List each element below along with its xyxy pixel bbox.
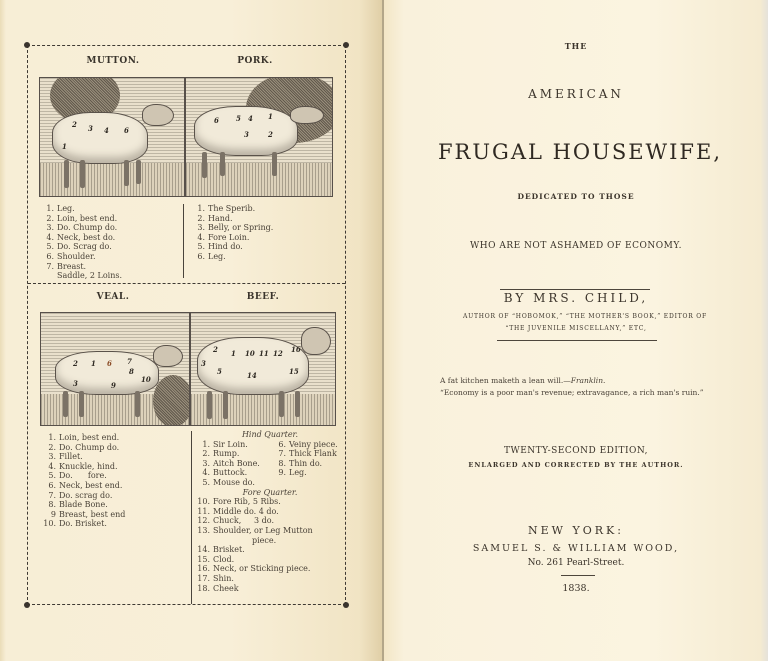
pork-engraving: 6 5 4 1 3 2: [185, 77, 333, 197]
pork-title: PORK.: [237, 56, 273, 66]
corner-ornament: [24, 42, 30, 48]
publication-year: 1838.: [562, 583, 590, 594]
pork-legend: 1. The Sperib. 2. Hand. 3. Belly, or Spring. 4. Fore Loin. 5. Hind do. 6. Leg.: [197, 204, 274, 261]
publisher: SAMUEL S. & WILLIAM WOOD,: [472, 543, 680, 554]
epigraph-franklin: A fat kitchen maketh a lean will.—Franklin.: [440, 376, 606, 385]
hind-quarter-heading: Hind Quarter.: [241, 430, 299, 439]
title-rule: [497, 340, 657, 341]
meat-cuts-plate: [27, 45, 346, 605]
corner-ornament: [24, 602, 30, 608]
publication-city: NEW YORK:: [528, 524, 624, 537]
beef-engraving: 2 1 10 11 12 16 3 5 14 15: [190, 312, 336, 426]
corner-ornament: [343, 42, 349, 48]
column-divider: [191, 431, 192, 604]
title-rule: [500, 289, 650, 290]
edition-note: ENLARGED AND CORRECTED BY THE AUTHOR.: [468, 461, 684, 469]
mutton-legend: 1. Leg. 2. Loin, best end. 3. Do. Chump do. 4. Neck, best do. 5. Do. Scrag do. 6. Shoulder. 7. Breast. Saddle, 2 Loins.: [46, 204, 122, 281]
author-byline: BY MRS. CHILD,: [503, 291, 649, 305]
title-the: THE: [564, 41, 588, 51]
edition: TWENTY-SECOND EDITION,: [503, 446, 649, 456]
book-title: FRUGAL HOUSEWIFE,: [437, 140, 723, 164]
column-divider: [183, 204, 184, 278]
veal-engraving: 2 1 6 7 8 3 9 10: [40, 312, 190, 426]
author-credits-line1: AUTHOR OF “HOBOMOK,” “THE MOTHER'S BOOK,” EDITOR OF: [462, 313, 707, 320]
veal-title: VEAL.: [96, 292, 130, 302]
title-american: AMERICAN: [528, 87, 624, 101]
mutton-engraving: 2 3 4 6 1: [39, 77, 185, 197]
imprint-rule: [561, 575, 595, 576]
publisher-address: No. 261 Pearl-Street.: [527, 558, 625, 568]
author-credits-line2: “THE JUVENILE MISCELLANY,” ETC,: [505, 325, 647, 332]
section-divider: [28, 283, 345, 284]
fore-quarter-heading: Fore Quarter.: [242, 487, 298, 497]
beef-title: BEEF.: [246, 292, 280, 302]
epigraph-economy: “Economy is a poor man's revenue; extravagance, a rich man's ruin.”: [440, 388, 704, 397]
dedication-line2: WHO ARE NOT ASHAMED OF ECONOMY.: [470, 241, 682, 251]
corner-ornament: [343, 602, 349, 608]
beef-legend: Hind Quarter. 1. Sir Loin. 6. Veiny piece. 2. Rump. 7. Thick Flank 3. Aitch Bone. 8. Thin do. 4. Buttock. 9. Leg. 5. Mouse do. Fore Quarter. 10. Fore Rib, 5 Ribs. 11. Middle do. 4 do. 12. Chuck, 3 do. 13. Shoulder, or Leg Mutton piece. 14. Brisket. 15. Clod. 16. Neck, or Sticking piece. 17. Shin. 18. Cheek: [196, 430, 344, 593]
mutton-title: MUTTON.: [86, 56, 140, 66]
veal-legend: 1. Loin, best end. 2. Do. Chump do. 3. Fillet. 4. Knuckle, hind. 5. Do. fore. 6. Neck, best end. 7. Do. scrag do. 8. Blade Bone. 9 Breast, best end 10. Do. Brisket.: [43, 433, 126, 529]
dedication-line1: DEDICATED TO THOSE: [517, 192, 635, 201]
